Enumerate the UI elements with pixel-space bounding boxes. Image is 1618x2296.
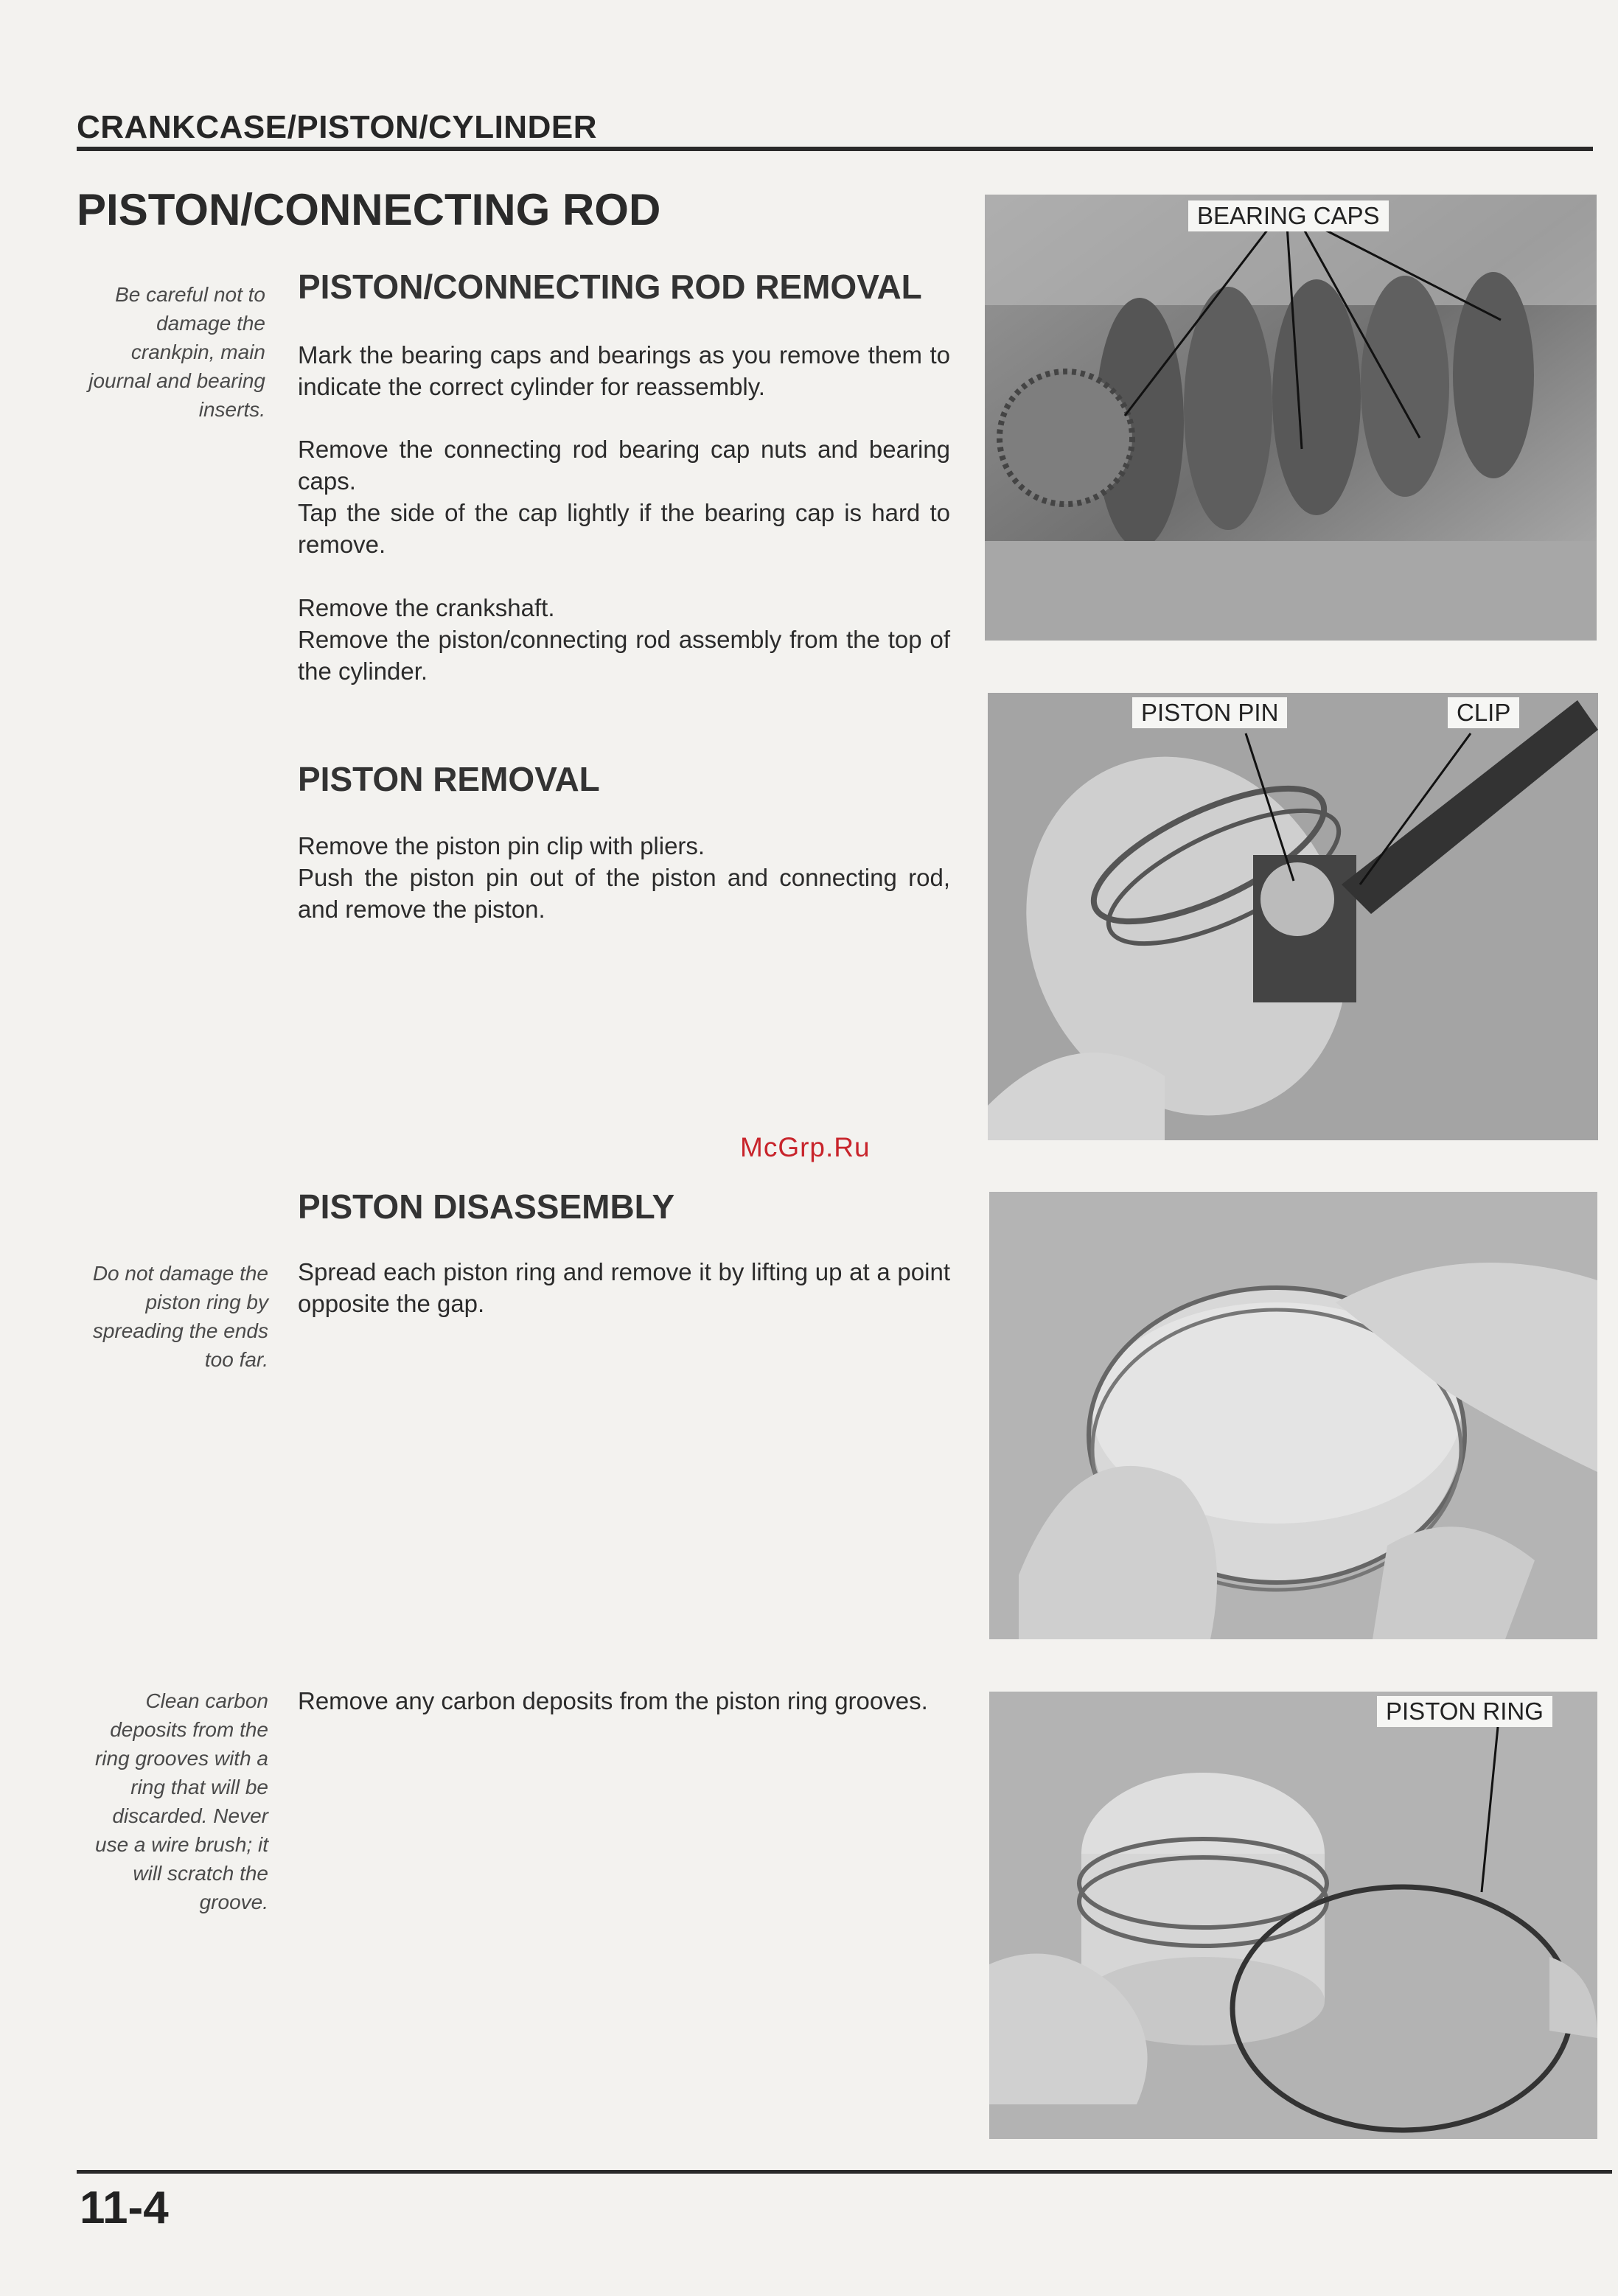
callout-piston-pin: PISTON PIN	[1132, 697, 1287, 728]
page-title: PISTON/CONNECTING ROD	[77, 185, 661, 234]
ring-removal-photo	[989, 1192, 1597, 1639]
removal-step-caps: Remove the connecting rod bearing cap nuts and bearing caps.	[298, 436, 950, 495]
piston-ring-photo	[989, 1692, 1597, 2139]
page-number: 11-4	[80, 2182, 169, 2233]
disassembly-caution-note: Do not damage the piston ring by spreading the ends too far.	[92, 1262, 268, 1371]
callout-clip: CLIP	[1448, 697, 1519, 728]
piston-pin-photo	[988, 693, 1598, 1140]
callout-bearing-caps: BEARING CAPS	[1188, 200, 1389, 231]
removal-step-tap: Tap the side of the cap lightly if the bearing cap is hard to remove.	[298, 499, 950, 558]
bearing-caps-photo	[985, 195, 1597, 641]
carbon-step: Remove any carbon deposits from the piston ring grooves.	[298, 1687, 928, 1714]
disassembly-heading: PISTON DISASSEMBLY	[298, 1187, 675, 1226]
piston-removal-heading: PISTON REMOVAL	[298, 760, 600, 798]
piston-removal-step-pin: Push the piston pin out of the piston and connecting rod, and remove the piston.	[298, 864, 950, 923]
carbon-caution-note: Clean carbon deposits from the ring grooves with a ring that will be discarded. Never use a wire brush; it will scratch the groove.	[94, 1689, 268, 1913]
figure-bearing-caps	[985, 195, 1597, 641]
removal-heading: PISTON/CONNECTING ROD REMOVAL	[298, 268, 922, 306]
watermark: McGrp.Ru	[740, 1132, 871, 1162]
disassembly-step-ring: Spread each piston ring and remove it by lifting up at a point opposite the gap.	[298, 1258, 950, 1317]
figure-piston-pin-clip	[988, 693, 1598, 1140]
removal-caution-note: Be careful not to damage the crankpin, main journal and bearing inserts.	[88, 283, 265, 421]
removal-step-assembly: Remove the piston/connecting rod assembly from the top of the cylinder.	[298, 626, 950, 685]
piston-removal-step-clip: Remove the piston pin clip with pliers.	[298, 832, 705, 859]
callout-piston-ring: PISTON RING	[1377, 1696, 1552, 1727]
removal-step-crankshaft: Remove the crankshaft.	[298, 594, 555, 621]
section-title: CRANKCASE/PISTON/CYLINDER	[77, 109, 597, 145]
header-rule	[77, 147, 1593, 151]
removal-step-mark: Mark the bearing caps and bearings as you remove them to indicate the correct cylinder for reassembly.	[298, 341, 950, 400]
figure-piston-ring	[989, 1692, 1597, 2139]
figure-ring-removal	[989, 1192, 1597, 1639]
footer-rule	[77, 2170, 1612, 2174]
